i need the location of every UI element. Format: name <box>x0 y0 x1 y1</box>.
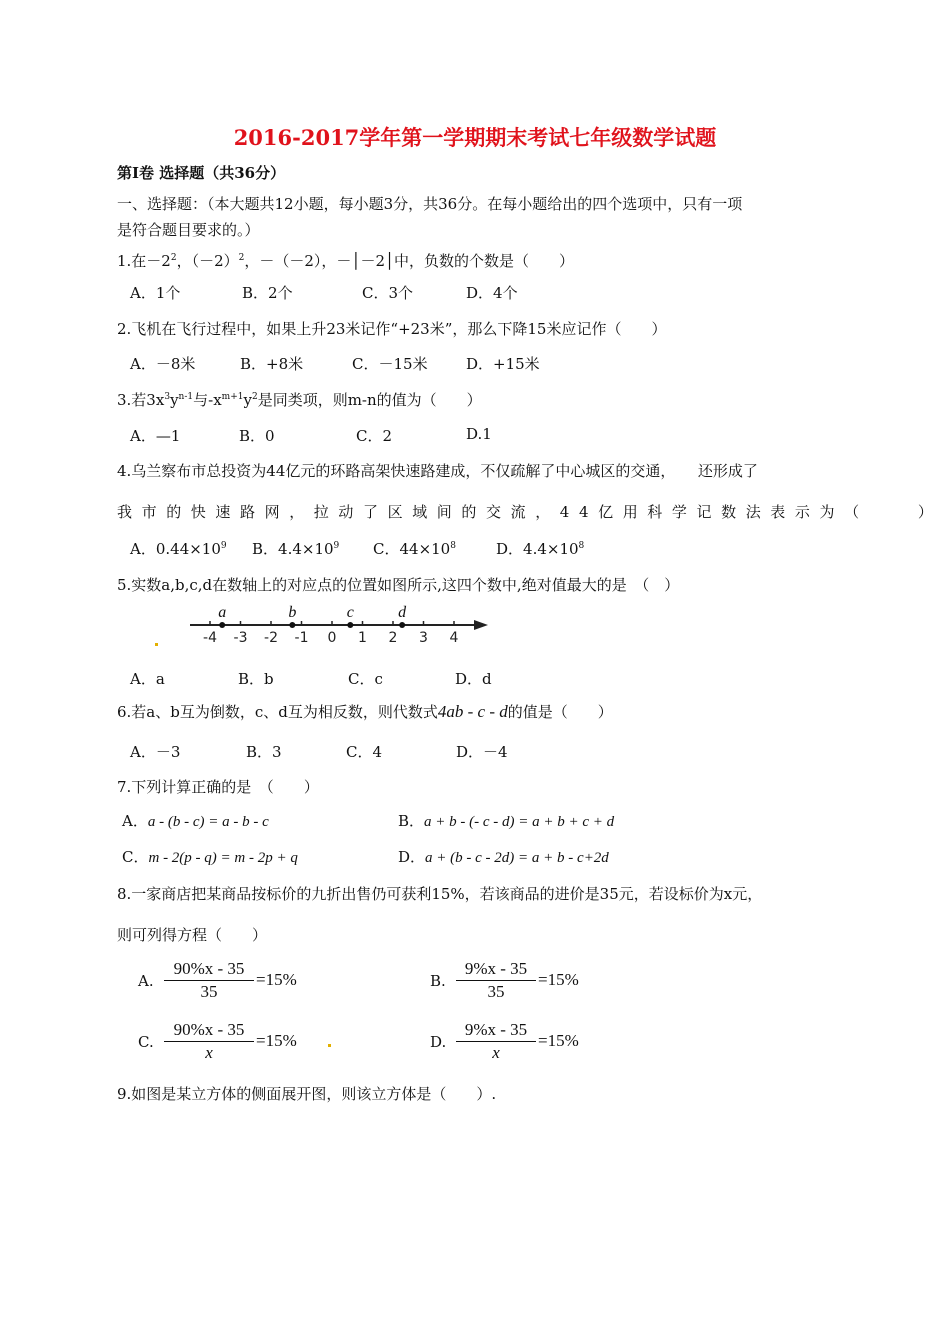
q2-option-b: B．+8米 <box>240 355 304 373</box>
q6-expression: 4ab - c - d <box>437 702 508 721</box>
q8-line-1: 8.一家商店把某商品按标价的九折出售仍可获利15%，若该商品的进价是35元，若设标价为x元， <box>117 885 763 903</box>
q8-option-c-label: C. <box>138 1033 154 1051</box>
q8-option-c-fraction: $\frac{90\%x - 35}{x}$ <box>164 1019 254 1064</box>
q1-stem: 1.在$-2^2$，$(-2)^2$，－（－2），－│－2│中，负数的个数是（ ） <box>117 252 575 270</box>
q5-stem: 5.实数a,b,c,d在数轴上的对应点的位置如图所示,这四个数中,绝对值最大的是 （ ） <box>117 576 680 594</box>
q1-option-b: B．2个 <box>242 284 293 302</box>
q2-option-a: A．－8米 <box>130 355 196 373</box>
number-line-tick-label: -1 <box>294 630 309 646</box>
q3-option-d: D.1 <box>466 425 492 443</box>
q2-stem: 2.飞机在飞行过程中，如果上升23米记作“+23米”，那么下降15米应记作（ ） <box>117 320 667 338</box>
number-line-point-label: b <box>288 604 297 621</box>
q6-option-b: B．3 <box>246 743 282 761</box>
q3-option-b: B．0 <box>239 427 275 445</box>
q4-option-a: A．$0.44\times 10^9$ <box>130 540 227 558</box>
q4-line-1: 4.乌兰察布市总投资为44亿元的环路高架快速路建成，不仅疏解了中心城区的交通， 还形成了 <box>117 462 758 480</box>
number-line-tick-label: 3 <box>419 630 428 646</box>
q4-option-d: D．$4.4\times 10^8$ <box>496 540 585 558</box>
q7-option-d: D．a + (b - c - 2d) = a + b - c+2d <box>398 848 609 866</box>
q7-option-b: B．a + b - (- c - d) = a + b + c + d <box>398 812 615 830</box>
number-line-point-label: d <box>398 604 407 621</box>
q4-option-c: C．$44\times 10^8$ <box>373 540 456 558</box>
q8-option-d-rhs: =15% <box>538 1031 579 1050</box>
number-line-point-a <box>219 622 225 628</box>
number-line-tick-label: 2 <box>388 630 398 646</box>
q5-option-c: C．c <box>348 670 383 688</box>
q8-option-a-fraction: $\frac{90\%x - 35}{35}$ <box>164 958 254 1003</box>
section-heading: 第Ⅰ卷 选择题（共36分） <box>117 164 286 182</box>
number-line-arrow <box>474 620 488 630</box>
q7-option-a: A．a - (b - c) = a - b - c <box>122 812 269 830</box>
number-line-tick-label: 0 <box>327 630 337 646</box>
q8-option-a-label: A. <box>138 972 154 990</box>
number-line-point-label: a <box>218 604 227 621</box>
q8-option-a-rhs: =15% <box>256 970 297 989</box>
q7-stem: 7.下列计算正确的是 （ ） <box>117 778 319 796</box>
stray-mark <box>328 1044 331 1047</box>
number-line-tick-label: -3 <box>233 630 248 646</box>
q6-stem: 6.若a、b互为倒数，c、d互为相反数，则代数式4ab - c - d的值是（ ） <box>117 702 613 721</box>
number-line-tick-label: 1 <box>358 630 367 646</box>
q6-option-d: D．－4 <box>456 743 508 761</box>
q5-option-d: D．d <box>455 670 492 688</box>
number-line-tick-label: -4 <box>203 630 217 646</box>
q9-stem: 9.如图是某立方体的侧面展开图，则该立方体是（ ）. <box>117 1085 497 1103</box>
number-line-point-c <box>347 622 353 628</box>
intro-line-1: 一、选择题：（本大题共12小题，每小题3分，共36分。在每小题给出的四个选项中，只有一项 <box>117 195 743 213</box>
q5-option-b: B．b <box>238 670 274 688</box>
stray-mark <box>155 643 158 646</box>
q6-option-a: A．－3 <box>130 743 181 761</box>
number-line-tick-label: -2 <box>264 630 278 646</box>
number-line-point-b <box>289 622 295 628</box>
page-title: 2016-2017学年第一学期期末考试七年级数学试题 <box>233 125 717 150</box>
q1-option-a: A．1个 <box>130 284 181 302</box>
q4-line-2: 我市的快速路网，拉动了区域间的交流，44亿用科学记数法表示为（ ） <box>117 503 943 521</box>
q8-option-c-rhs: =15% <box>256 1031 297 1050</box>
q8-option-d-fraction: $\frac{9\%x - 35}{x}$ <box>456 1019 536 1064</box>
q1-option-c: C．3个 <box>362 284 414 302</box>
intro-line-2: 是符合题目要求的。） <box>117 221 260 239</box>
number-line-figure <box>180 598 500 653</box>
q3-option-c: C．2 <box>356 427 393 445</box>
q8-option-d-label: D. <box>430 1033 447 1051</box>
number-line-tick-label: 4 <box>449 630 459 646</box>
q4-option-b: B．$4.4\times 10^9$ <box>252 540 340 558</box>
q2-option-c: C．－15米 <box>352 355 428 373</box>
q8-option-b-rhs: =15% <box>538 970 579 989</box>
q3-option-a: A．—1 <box>130 427 181 445</box>
number-line-point-label: c <box>346 604 354 621</box>
q2-option-d: D．+15米 <box>466 355 540 373</box>
number-line-point-d <box>399 622 405 628</box>
q3-stem: 3.若$3x^3y^{n-1}$与$-x^{m+1}y^2$是同类项，则m-n的值为（ ） <box>117 391 482 409</box>
q8-option-b-fraction: $\frac{9\%x - 35}{35}$ <box>456 958 536 1003</box>
q8-line-2: 则可列得方程（ ） <box>117 926 268 944</box>
q6-option-c: C．4 <box>346 743 383 761</box>
q8-option-b-label: B. <box>430 972 446 990</box>
q7-option-c: C．m - 2(p - q) = m - 2p + q <box>122 848 298 866</box>
q1-option-d: D．4个 <box>466 284 518 302</box>
q5-option-a: A．a <box>130 670 165 688</box>
